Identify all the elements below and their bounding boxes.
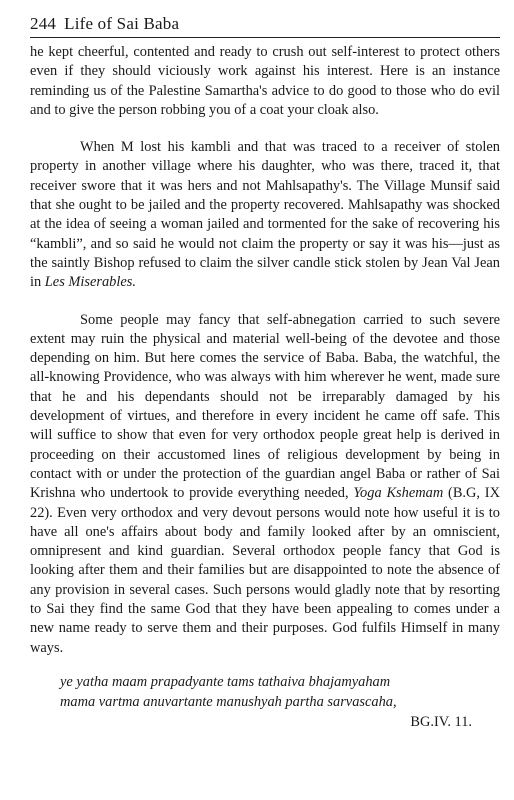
paragraph-2-text: When M lost his kambli and that was traced to a receiver of stolen property in another village where his daughter, who was there, traced it, that receiver swore that it was hers and not Mahlsapathy's. The Village Munsif said that she ought to be jailed and the property recovered. Mahlsapathy was shocked at the idea of seeing a woman jailed and tormented for the sake of recovering his “kambli”, and so said he would not claim the property or say it was his—just as the saintly Bishop refused to claim the silver candle stick stolen by Jean Val Jean in: [30, 139, 500, 291]
paragraph-1: he kept cheerful, contented and ready to crush out self-interest to protect others even if they should viciously work against his interest. Here is an instance reminding us of the Palestine Samartha's advice to do good to those who do evil and to give the person robbing you of a coat your cloak also.: [30, 44, 500, 118]
sanskrit-verse: [30, 672, 500, 732]
book-title: Life of Sai Baba: [64, 14, 180, 33]
page-number: 244: [30, 14, 57, 33]
paragraph-3: [30, 311, 500, 658]
paragraph-3-tail: (B.G, IX 22). Even very orthodox and very devout persons would note how useful it is to have all one's affairs about body and family looked after by an omniscient, omnipresent and kind guardian. Several orthodox people fancy that God is looking after them and their families but are disappointed to note the absence of any provision in several cases. Such persons would gladly note that by resorting to Sai they find the same God that they have been appealing to comes under a new name ready to serve them and their purposes. God fulfils Himself in many ways.: [30, 485, 500, 656]
verse-reference: BG.IV. 11.: [410, 713, 472, 730]
verse-line-1: ye yatha maam prapadyante tams tathaiva bhajamyaham: [60, 673, 391, 690]
yoga-kshemam-term: Yoga Kshemam: [353, 485, 444, 502]
paragraph-3-text: Some people may fancy that self-abnegation carried to such severe extent may ruin the physical and material well-being of the devotee and those depending on him. But here comes the service of Baba. Baba, the watchful, the all-knowing Providence, who was always with him wherever he went, made sure that he and his dependants should not be irreparably damaged by his development of virtues, and therefore in every incident he came off safe. This will suffice to show that even for very orthodox people great help is derived in proceeding on their accustomed lines of religious development by being in contact with or under the protection of the guardian angel Baba or rather of Sai Krishna who undertook to provide everything needed,: [30, 311, 500, 502]
les-miserables-title: Les Miserables.: [44, 274, 136, 291]
body-text: [30, 43, 500, 658]
verse-line-2: mama vartma anuvartante manushyah partha sarvascaha,: [60, 693, 397, 710]
book-page: [30, 14, 500, 732]
running-header: [30, 14, 500, 38]
paragraph-2: [30, 138, 500, 292]
